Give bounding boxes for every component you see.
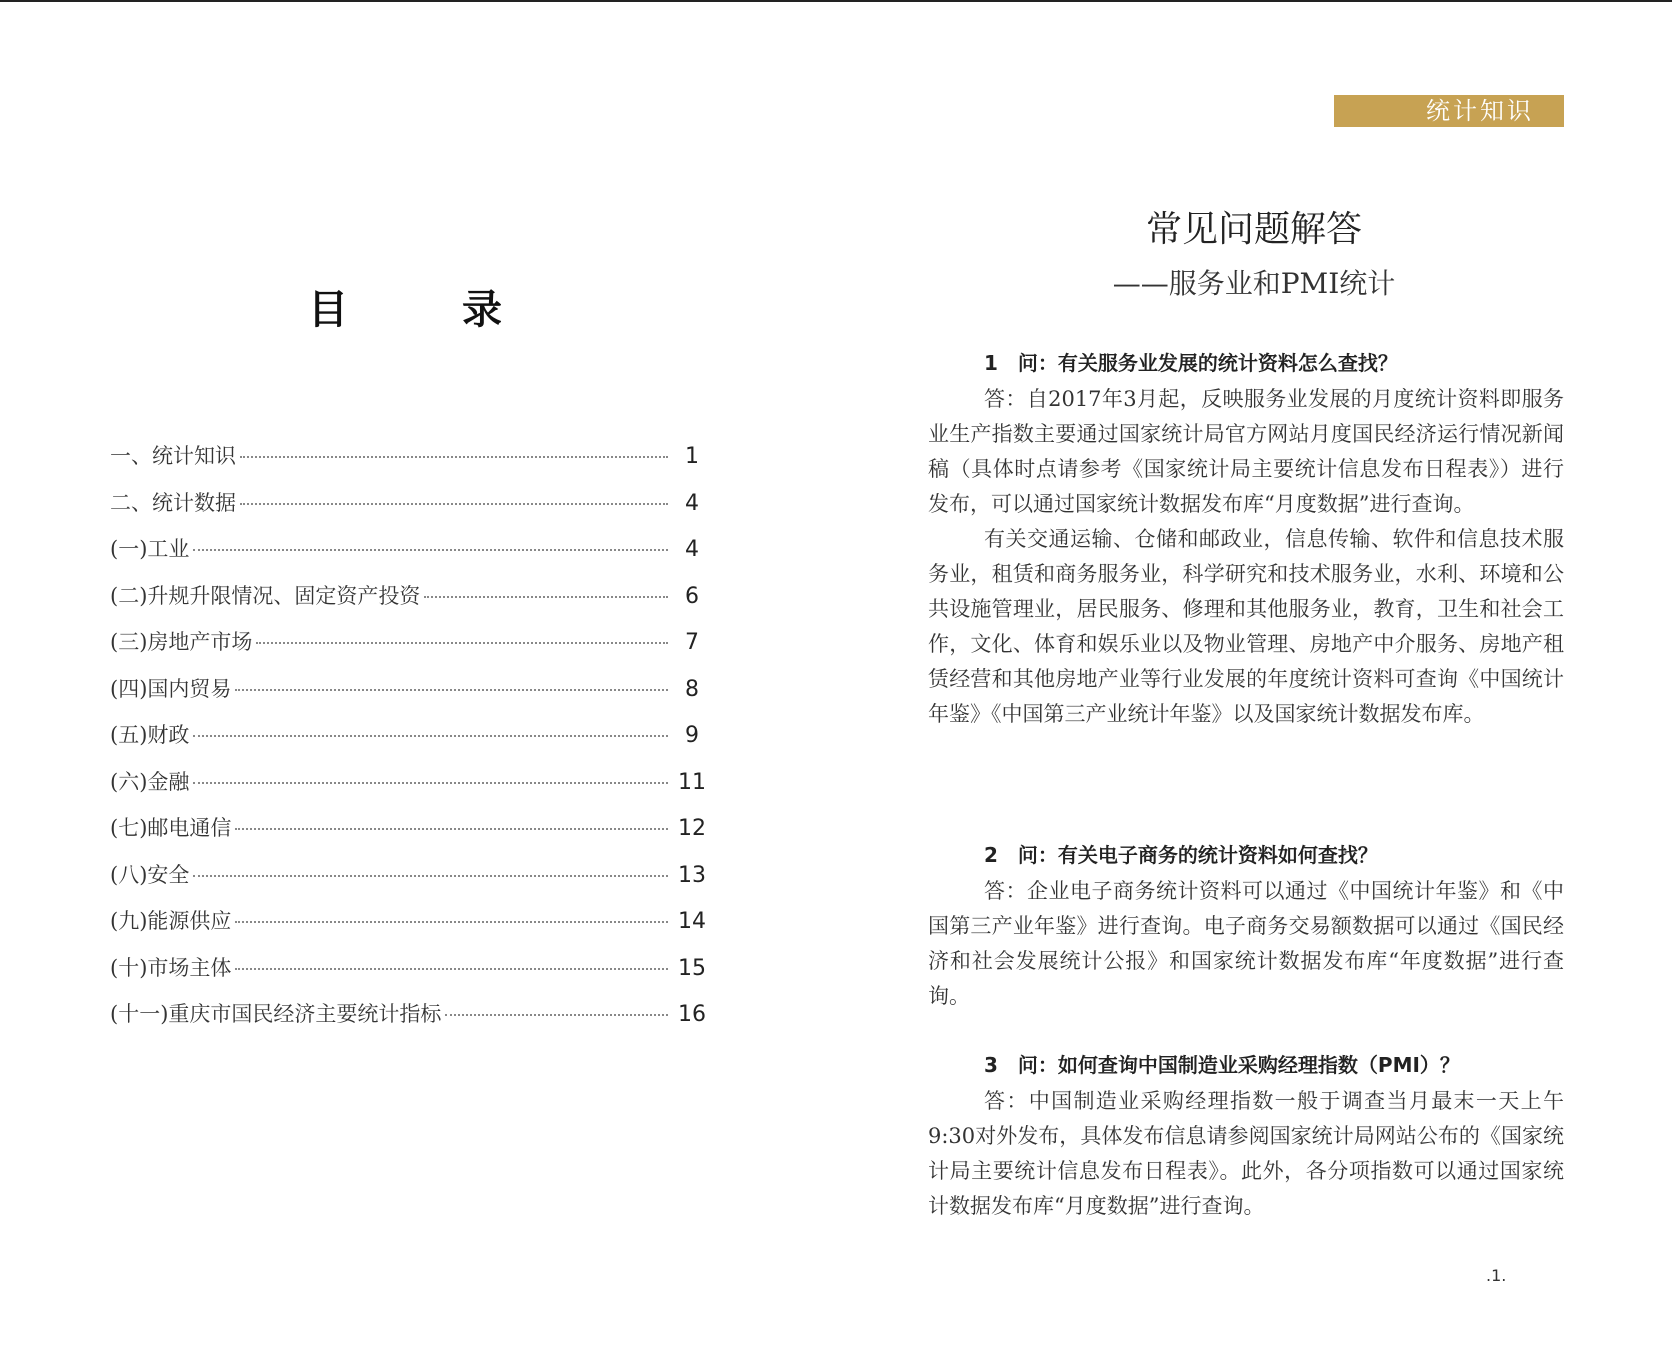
toc-dot-leader	[235, 968, 668, 970]
article-subtitle: ——服务业和PMI统计	[1112, 267, 1396, 300]
toc-item-label: (十)市场主体	[110, 955, 232, 980]
toc-item-label: (二)升规升限情况、固定资产投资	[110, 583, 421, 608]
toc-item-page: 15	[678, 955, 706, 981]
toc-item[interactable]	[110, 766, 710, 813]
toc-dot-leader	[193, 735, 668, 737]
toc-item-label: (九)能源供应	[110, 909, 232, 933]
toc-item-page: 14	[678, 909, 706, 934]
toc-item[interactable]	[110, 487, 710, 534]
toc-item-page: 13	[678, 862, 706, 888]
toc-item-page: 7	[685, 630, 699, 655]
toc-dot-leader	[424, 596, 668, 598]
toc-item[interactable]	[110, 580, 710, 627]
answer-paragraph: 答：中国制造业采购经理指数一般于调查当月最末一天上午9:30对外发布，具体发布信息请参阅国家统计局网站公布的《国家统计局主要统计信息发布日程表》。此外，各分项指数可以通过国家统计数据发布库“月度数据”进行查询。	[928, 1089, 1564, 1218]
question-3: 3 问：如何查询中国制造业采购经理指数（PMI）？	[984, 1053, 1460, 1077]
toc-item-label: (十一)重庆市国民经济主要统计指标	[110, 1002, 442, 1026]
toc-dot-leader	[193, 782, 668, 784]
answer-paragraph: 有关交通运输、仓储和邮政业，信息传输、软件和信息技术服务业，租赁和商务服务业，科学研究和技术服务业，水利、环境和公共设施管理业，居民服务、修理和其他服务业，教育，卫生和社会工作，文化、体育和娱乐业以及物业管理、房地产中介服务、房地产租赁经营和其他房地产业等行业发展的年度统计资料可查询《中国统计年鉴》《中国第三产业统计年鉴》以及国家统计数据发布库。	[928, 527, 1564, 726]
question-2: 2 问：有关电子商务的统计资料如何查找？	[984, 843, 1378, 867]
toc-item[interactable]	[110, 533, 710, 580]
toc-item-label: (一)工业	[110, 537, 190, 561]
toc-dot-leader	[193, 875, 668, 877]
toc-dot-leader	[235, 921, 668, 923]
toc-dot-leader	[235, 828, 668, 830]
toc-dot-leader	[240, 503, 668, 505]
toc-item-label: 一、统计知识	[110, 444, 236, 468]
toc-item-label: (五)财政	[110, 723, 190, 747]
toc-item-page: 4	[685, 537, 699, 562]
toc-item-label: (七)邮电通信	[110, 816, 232, 840]
toc-dot-leader	[256, 642, 668, 644]
article-title: 常见问题解答	[1145, 209, 1362, 250]
toc-item-label: (三)房地产市场	[110, 630, 253, 654]
toc-item-label: (六)金融	[110, 769, 190, 794]
toc-item-label: 二、统计数据	[110, 490, 236, 515]
toc-item-page: 8	[685, 676, 699, 702]
toc-item[interactable]	[110, 812, 710, 859]
toc-item-page: 16	[678, 1002, 706, 1027]
toc-dot-leader	[445, 1014, 668, 1016]
page-number: .1.	[1486, 1266, 1507, 1285]
toc-dot-leader	[193, 549, 668, 551]
qa-block-2	[928, 838, 1564, 1014]
toc-dot-leader	[235, 689, 668, 691]
toc-item-label: (八)安全	[110, 862, 190, 887]
section-tab: 统计知识	[1334, 95, 1564, 127]
toc-dot-leader	[240, 456, 668, 458]
qa-block-3	[928, 1048, 1564, 1224]
toc-item[interactable]	[110, 952, 710, 999]
toc-item[interactable]	[110, 440, 710, 487]
toc-item-page: 4	[685, 490, 699, 516]
toc-list	[110, 440, 710, 1045]
article-page	[836, 0, 1672, 1353]
toc-item[interactable]	[110, 719, 710, 766]
toc-item-page: 6	[685, 583, 699, 609]
question-1: 1 问：有关服务业发展的统计资料怎么查找？	[984, 351, 1398, 375]
toc-item-page: 1	[685, 444, 699, 469]
toc-item[interactable]	[110, 998, 710, 1045]
answer-paragraph: 答：企业电子商务统计资料可以通过《中国统计年鉴》和《中国第三产业年鉴》进行查询。电子商务交易额数据可以通过《国民经济和社会发展统计公报》和国家统计数据发布库“年度数据”进行查询。	[928, 879, 1564, 1008]
toc-item-page: 12	[678, 816, 706, 841]
toc-item-label: (四)国内贸易	[110, 676, 232, 701]
toc-item-page: 11	[678, 769, 706, 795]
qa-block-1	[928, 346, 1564, 732]
toc-item[interactable]	[110, 673, 710, 720]
toc-item-page: 9	[685, 723, 699, 748]
answer-paragraph: 答：自2017年3月起，反映服务业发展的月度统计资料即服务业生产指数主要通过国家统计局官方网站月度国民经济运行情况新闻稿（具体时点请参考《国家统计局主要统计信息发布日程表》）进行发布，可以通过国家统计数据发布库“月度数据”进行查询。	[928, 387, 1564, 516]
toc-item[interactable]	[110, 859, 710, 906]
toc-item[interactable]	[110, 905, 710, 952]
toc-title: 目 录	[308, 287, 552, 333]
toc-item[interactable]	[110, 626, 710, 673]
